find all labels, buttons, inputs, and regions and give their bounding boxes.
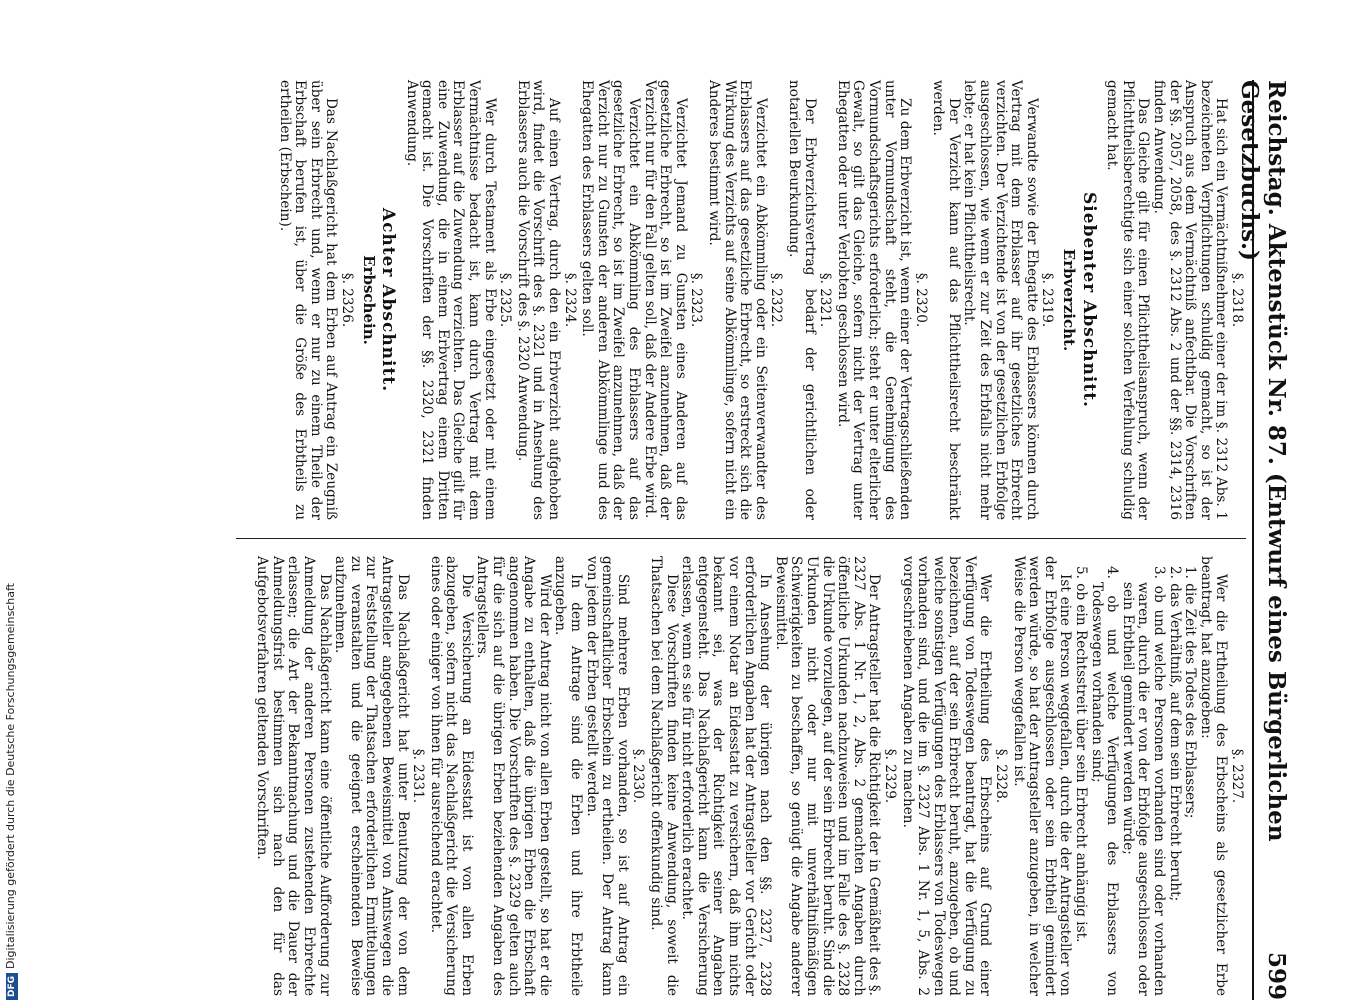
rotated-document-page [230,80,1290,1000]
paragraph: Hat sich ein Vermächtnißnehmer einer der im §. 2312 Abs. 1 bezeichneten Verpflichtungen schuldig gemacht, so ist der Anspruch aus dem Vermächtniß anfechtbar. Die Vorschriften der §§. 2057, 2058, des §. 2312 Abs. 2 und der §§. 2314, 2316 finden Anwendung. [1151,80,1230,520]
section-number: §. 2321. [817,272,834,328]
paragraph: Die Versicherung an Eidesstatt ist von allen Erben abzugeben, sofern nicht das Nachlaßgericht die Versicherung eines oder einiger von ihnen für ausreichend erachtet. [427,556,475,996]
section-number: §. 2319. [1039,272,1056,328]
section-number: §. 2327. [1229,748,1245,804]
paragraph: Verwandte sowie der Ehegatte des Erblassers können durch Vertrag mit dem Erblasser auf ihr gesetzliches Erbrecht verzichten. Der Verzichtende ist von der gesetzlichen Erbfolge ausgeschlossen, wie wenn er zur Zeit des Erbfalls nicht mehr lebte; er hat kein Pflichttheilsrecht. [961,80,1040,520]
section-number: §. 2318. [1229,272,1245,328]
chapter-title: Achter Abschnitt. [378,207,399,393]
header-title: Reichstag. Aktenstück Nr. 87. (Entwurf eines Bürgerlichen Gesetzbuchs.) [1236,80,1290,842]
paragraph: Der Erbverzichtsvertrag bedarf der gerichtlichen oder notariellen Beurkundung. [785,80,818,520]
right-column [254,556,1246,996]
paragraph: Verzichtet ein Abkömmling des Erblassers auf das gesetzliche Erbrecht, so ist im Zweifel anzunehmen, daß der Verzicht nur zu Gunsten der anderen Abkömmlinge und des Ehegatten des Erblassers gelten soll. [579,80,643,520]
paragraph: In dem Antrage sind die Erben und ihre Erbtheile anzugeben. [552,556,585,996]
paragraph: Wer die Ertheilung des Erbscheins auf Grund einer Verfügung von Todeswegen beantragt, hat die Verfügung zu bezeichnen, auf der sein Erbrecht beruht, anzugeben, ob und welche sonstigen Verfügungen des Erblassers von Todeswegen vorhanden sind, und die im §. 2327 Abs. 1 Nr. 1, 5, Abs. 2 vorgeschriebenen Angaben zu machen. [899,556,994,996]
section-number: §. 2322. [768,272,785,328]
section-number: §. 2323. [688,272,705,328]
chapter-title: Siebenter Abschnitt. [1078,192,1099,408]
section-number: §. 2324. [561,272,578,328]
paragraph: Wer durch Testament als Erbe eingesetzt oder mit einem Vermächtnisse bedacht ist, kann durch Vertrag mit dem Erblasser auf die Zuwendung verzichten. Das Gleiche gilt für eine Zuwendung, die in einem Erbvertrag einem Dritten gemacht ist. Die Vorschriften der §§. 2320, 2321 finden Anwendung. [403,80,498,520]
chapter-subtitle: Erbschein. [359,255,378,345]
list-item: 4. ob und welche Verfügungen des Erblassers von Todeswegen vorhanden sind; [1088,566,1121,996]
paragraph: Verzichtet Jemand zu Gunsten eines Anderen auf das gesetzliche Erbrecht, so ist im Zweifel anzunehmen, daß der Verzicht nur für den Fall gelten soll, daß der Andere Erbe wird. [641,80,689,520]
paragraph: Das Gleiche gilt für einen Pflichttheilsanspruch, wenn der Pflichttheilsberechtigte sich einer solchen Verfehlung schuldig gemacht hat. [1104,80,1152,520]
dfg-logo: DFG [6,973,18,1000]
list-item: 3. ob und welche Personen vorhanden sind oder vorhanden waren, durch die er von der Erbfolge ausgeschlossen oder sein Erbtheil gemindert werden würde; [1119,566,1168,996]
paragraph: In Ansehung der übrigen nach den §§. 2327, 2328 erforderlichen Angaben hat der Antragsteller vor Gericht oder vor einem Notar an Eidesstatt zu versichern, daß ihm nichts bekannt sei, was der Richtigkeit seiner Angaben entgegensteht. Das Nachlaßgericht kann die Versicherung erlassen, wenn es sie für nicht erforderlich erachtet. [679,556,774,996]
paragraph: Der Antragsteller hat die Richtigkeit der in Gemäßheit des §. 2327 Abs. 1 Nr. 1, 2, Abs. 2 gemachten Angaben durch öffentliche Urkunden nachzuweisen und im Falle des §. 2328 die Urkunde vorzulegen, auf der sein Erbrecht beruht. Sind die Urkunden nicht oder nur mit unverhältnißmäßigen Schwierigkeiten zu beschaffen, so genügt die Angabe anderer Beweismittel. [772,556,883,996]
paragraph: Verzichtet ein Abkömmling oder ein Seitenverwandter des Erblassers auf das gesetzliche Erbrecht, so erstreckt sich die Wirkung des Verzichts auf seine Abkömmlinge, sofern nicht ein Anderes bestimmt wird. [706,80,769,520]
paragraph: Wer die Ertheilung des Erbscheins als gesetzlicher Erbe beantragt, hat anzugeben: [1197,556,1230,996]
paragraph: Diese Vorschriften finden keine Anwendung, soweit die Thatsachen bei dem Nachlaßgericht offenkundig sind. [648,556,680,996]
paragraph: Das Nachlaßgericht kann eine öffentliche Aufforderung zur Anmeldung der anderen Personen zustehenden Erbrechte erlassen; die Art der Bekanntmachung und die Dauer der Anmeldungsfrist bestimmen sich nach den für das Aufgebotsverfahren geltenden Vorschriften. [254,556,333,996]
funding-text: Digitalisierung gefördert durch die Deutsche Forschungsgemeinschaft [4,583,17,969]
left-column [276,80,1246,520]
section-number: §. 2326. [338,272,355,328]
header-rule [1252,80,1254,1000]
section-number: §. 2320. [912,272,929,328]
list-item: 2. das Verhältniß, auf dem sein Erbrecht beruht; [1166,566,1183,902]
section-number: §. 2329. [881,748,898,804]
list-item: 1. die Zeit des Todes des Erblassers; [1182,566,1199,819]
paragraph: Sind mehrere Erben vorhanden, so ist auf Antrag ein gemeinschaftlicher Erbschein zu ertheilen. Der Antrag kann von jedem der Erben gestellt werden. [583,556,631,996]
paragraph: Der Verzicht kann auf das Pflichttheilsrecht beschränkt werden. [930,80,962,520]
list-item: 5. ob ein Rechtsstreit über sein Erbrecht anhängig ist. [1073,566,1090,943]
paragraph: Zu dem Erbverzicht ist, wenn einer der Vertragschließenden unter Vormundschaft steht, die Genehmigung des Vormundschaftsgerichts erforderlich; steht er unter elterlicher Gewalt, so gilt das Gleiche, sofern nicht der Vertrag unter Ehegatten oder unter Verlobten geschlossen wird. [834,80,914,520]
page-number: 599 [1263,951,1290,1000]
section-number: §. 2331. [410,748,427,804]
section-number: §. 2325. [497,272,514,328]
paragraph: Das Nachlaßgericht hat unter Benutzung der von dem Antragsteller angegebenen Beweismittel von Amtswegen die zur Feststellung der Thatsachen erforderlichen Ermittelungen zu veranstalten und die geeignet erscheinenden Beweise aufzunehmen. [332,556,411,996]
funding-note [4,583,18,1000]
chapter-subtitle: Erbverzicht. [1060,248,1079,352]
paragraph: Ist eine Person weggefallen, durch die der Antragsteller von der Erbfolge ausgeschlossen oder sein Erbtheil gemindert werden würde, so hat der Antragsteller anzugeben, in welcher Weise die Person weggefallen ist. [1010,556,1074,996]
paragraph: Das Nachlaßgericht hat dem Erben auf Antrag ein Zeugniß über sein Erbrecht und, wenn er nur zu einem Theile der Erbschaft berufen ist, über die Größe des Erbtheils zu ertheilen (Erbschein). [276,80,340,520]
section-number: §. 2328. [993,748,1010,804]
section-number: §. 2330. [630,748,647,804]
paragraph: Auf einen Vertrag, durch den ein Erbverzicht aufgehoben wird, findet die Vorschrift des §. 2321 und in Ansehung des Erblassers auch die Vorschrift des §. 2320 Anwendung. [514,80,563,520]
paragraph: Wird der Antrag nicht von allen Erben gestellt, so hat er die Angabe zu enthalten, daß die übrigen Erben die Erbschaft angenommen haben. Die Vorschriften des §. 2329 gelten auch für die sich auf die übrigen Erben beziehenden Angaben des Antragstellers. [474,556,553,996]
column-divider [236,538,1246,539]
